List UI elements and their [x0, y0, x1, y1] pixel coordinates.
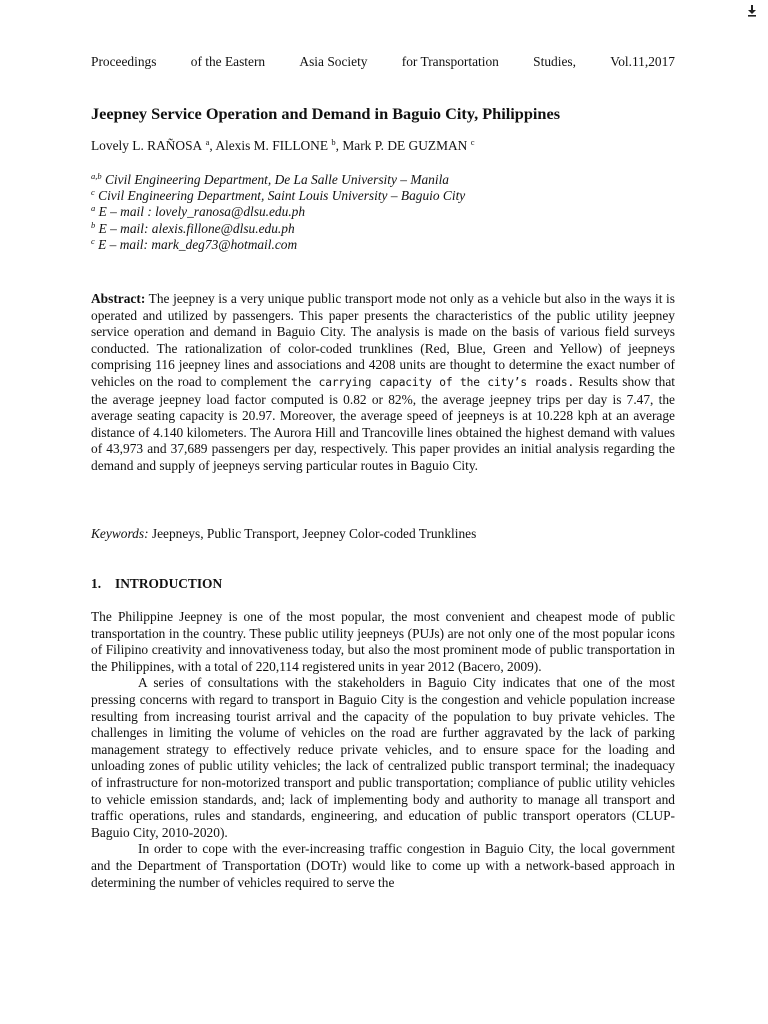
header-part: of the Eastern	[190, 54, 266, 69]
running-header	[91, 54, 675, 71]
affiliations	[91, 172, 675, 253]
header-part: Asia Society	[299, 54, 368, 69]
affiliation-line	[91, 188, 675, 204]
section-heading	[91, 576, 675, 593]
keywords-label: Keywords:	[91, 526, 149, 541]
author-name: Mark P. DE GUZMAN	[342, 138, 468, 153]
affiliation-sup: c	[91, 235, 95, 246]
abstract-text: Results show that the average jeepney load factor computed is 0.82 or 82%, the average jeepney trips per day is 7.47, the average seating capacity is 20.97. Moreover, the average speed of jeepneys is at 10.228 kph at an average distance of 4.140 kilometers. The Aurora Hill and Trancoville lines obtained the highest demand with values of 43,973 and 37,689 passengers per day, respectively. This paper provides an initial analysis regarding the demand and supply of jeepneys serving particular routes in Baguio City.	[91, 373, 675, 473]
header-volume: Vol.11,2017	[610, 54, 675, 69]
author-sup: b	[331, 137, 336, 147]
affiliation-sup: c	[91, 187, 95, 198]
affiliation-text: Civil Engineering Department, De La Salle University – Manila	[104, 172, 449, 187]
paragraph: The Philippine Jeepney is one of the most popular, the most convenient and cheapest mode of public transportation in the country. These public utility jeepneys (PUJs) are not only one of the most popular icons of Filipino creativity and innovativeness today, but also the most prominent mode of public transportation in the Philippines, with a total of 220,114 registered units in year 2012 (Bacero, 2009).	[91, 609, 675, 674]
abstract-label: Abstract:	[91, 291, 146, 306]
email-text: E – mail: mark_deg73@hotmail.com	[98, 236, 298, 252]
abstract-mono-text: the carrying capacity of the city’s roads.	[291, 375, 575, 389]
download-icon[interactable]	[746, 4, 758, 18]
header-part: Proceedings	[91, 54, 157, 69]
author-separator: ,	[209, 138, 216, 153]
email-text: E – mail: alexis.fillone@dlsu.edu.ph	[98, 220, 295, 236]
keywords-text: Jeepneys, Public Transport, Jeepney Color-coded Trunklines	[148, 526, 477, 541]
author-sup: c	[470, 137, 475, 147]
header-part: Studies,	[533, 54, 576, 69]
email-text: E – mail : lovely_ranosa@dlsu.edu.ph	[98, 204, 306, 220]
author-sup: a	[205, 137, 210, 147]
affiliation-text: Civil Engineering Department, Saint Louis University – Baguio City	[98, 188, 466, 204]
abstract	[91, 291, 675, 475]
section-body	[91, 609, 675, 891]
affiliation-sup: a,b	[91, 171, 102, 181]
author-name: Lovely L. RAÑOSA	[91, 138, 203, 153]
keywords	[91, 526, 675, 543]
header-part: for Transportation	[401, 54, 499, 69]
author-name: Alexis M. FILLONE	[215, 138, 329, 153]
author-separator: ,	[335, 138, 343, 153]
section-number: 1.	[91, 576, 102, 591]
paragraph: A series of consultations with the stakeholders in Baguio City indicates that one of the most pressing concerns with regard to transport in Baguio City is the congestion and vehicle population increase resulting from increasing tourist arrival and the capacity of the population to buy private vehicles. The challenges in limiting the volume of vehicles on the road are further aggravated by the lack of parking management strategy to effectively reduce private vehicles, and to ensure space for the loading and unloading zones of public utility vehicles; the lack of centralized public transport terminal; the inadequacy of infrastructure for non-motorized transport and public transportation; compliance of public utility vehicles to vehicle emission standards, and; lack of implementing body and authority to manage all transport and traffic operations, rules and standards, engineering, and education of public transport operators (CLUP-Baguio City, 2010-2020).	[91, 675, 675, 840]
abstract-text: The jeepney is a very unique public transport mode not only as a vehicle but also in the ways it is operated and utilized by passengers. This paper presents the characteristics of the public utility jeepney service operation and demand in Baguio City. The analysis is made on the basis of various field surveys conducted. The rationalization of color-coded trunklines (Red, Blue, Green and Yellow) of jeepneys comprising 116 jeepney lines and associations and 4208 units are thought to determine the exact number of vehicles on the road to complement	[91, 291, 675, 389]
affiliation-sup: a	[91, 203, 96, 214]
affiliation-line	[91, 237, 675, 253]
paragraph: In order to cope with the ever-increasing traffic congestion in Baguio City, the local government and the Department of Transportation (DOTr) would like to come up with a network-based approach in determining the number of vehicles required to serve the	[91, 841, 675, 890]
affiliation-sup: b	[91, 219, 96, 230]
affiliation-line	[91, 204, 675, 220]
affiliation-line	[91, 221, 675, 237]
affiliation-line	[91, 172, 675, 188]
author-list	[91, 138, 675, 155]
section-title: INTRODUCTION	[115, 576, 223, 591]
paper-title: Jeepney Service Operation and Demand in Baguio City, Philippines	[91, 104, 561, 123]
